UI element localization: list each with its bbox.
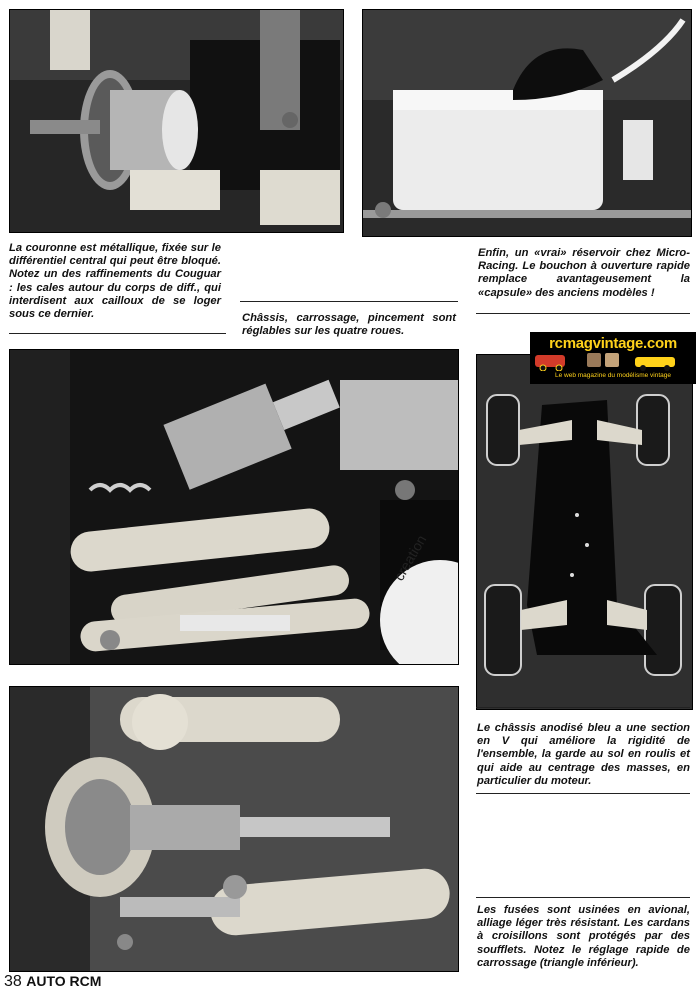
logo-cars-illustration — [535, 351, 691, 371]
caption-rule-anodise-bottom — [476, 793, 690, 794]
photo-suspension — [9, 349, 459, 665]
caption-rule-anodise-top — [476, 707, 690, 708]
caption-rule-fusees-top — [476, 897, 690, 898]
caption-reservoir: Enfin, un «vrai» réservoir chez Micro-Racing. Le bouchon à ouverture rapide remplace avantageusement la «capsule» des anciens modèles ! — [478, 247, 690, 299]
photo-differential — [9, 9, 344, 233]
page-footer — [4, 972, 101, 991]
caption-rule-couronne — [9, 333, 226, 334]
caption-rule-reservoir — [476, 313, 690, 314]
disc-label: creation — [390, 532, 430, 584]
suspension-image — [10, 350, 458, 664]
photo-hub-cardan — [9, 686, 459, 972]
page-number: 38 — [4, 973, 22, 990]
differential-image — [10, 10, 343, 232]
fuel-tank-image — [363, 10, 691, 236]
hub-cardan-image — [10, 687, 458, 971]
logo-title: rcmagvintage.com — [549, 335, 677, 352]
caption-rule-chassis-top — [240, 301, 458, 302]
chassis-image — [477, 355, 692, 709]
magazine-name: AUTO RCM — [26, 973, 102, 989]
caption-couronne: La couronne est métallique, fixée sur le différentiel central qui peut être bloqué. Notez un des raffinements du Couguar : les cales autour du corps de diff., qui interdisent aux cailloux de se loger sous ce dernier. — [9, 242, 221, 321]
photo-chassis-overhead — [476, 354, 693, 710]
caption-fusees: Les fusées sont usinées en avional, alliage léger très résistant. Les cardans à croisillons sont protégés par des soufflets. Notez le réglage rapide de carrossage (triangle inférieur). — [477, 904, 690, 969]
rcmagvintage-logo — [530, 332, 696, 384]
caption-chassis-reglages: Châssis, carrossage, pincement sont réglables sur les quatre roues. — [242, 312, 456, 338]
photo-fuel-tank — [362, 9, 692, 237]
caption-chassis-anodise: Le châssis anodisé bleu a une section en V qui améliore la rigidité de l'ensemble, la garde au sol en roulis et qui aide au centrage des masses, en particulier du moteur. — [477, 722, 690, 787]
logo-tagline: Le web magazine du modélisme vintage — [555, 372, 671, 379]
